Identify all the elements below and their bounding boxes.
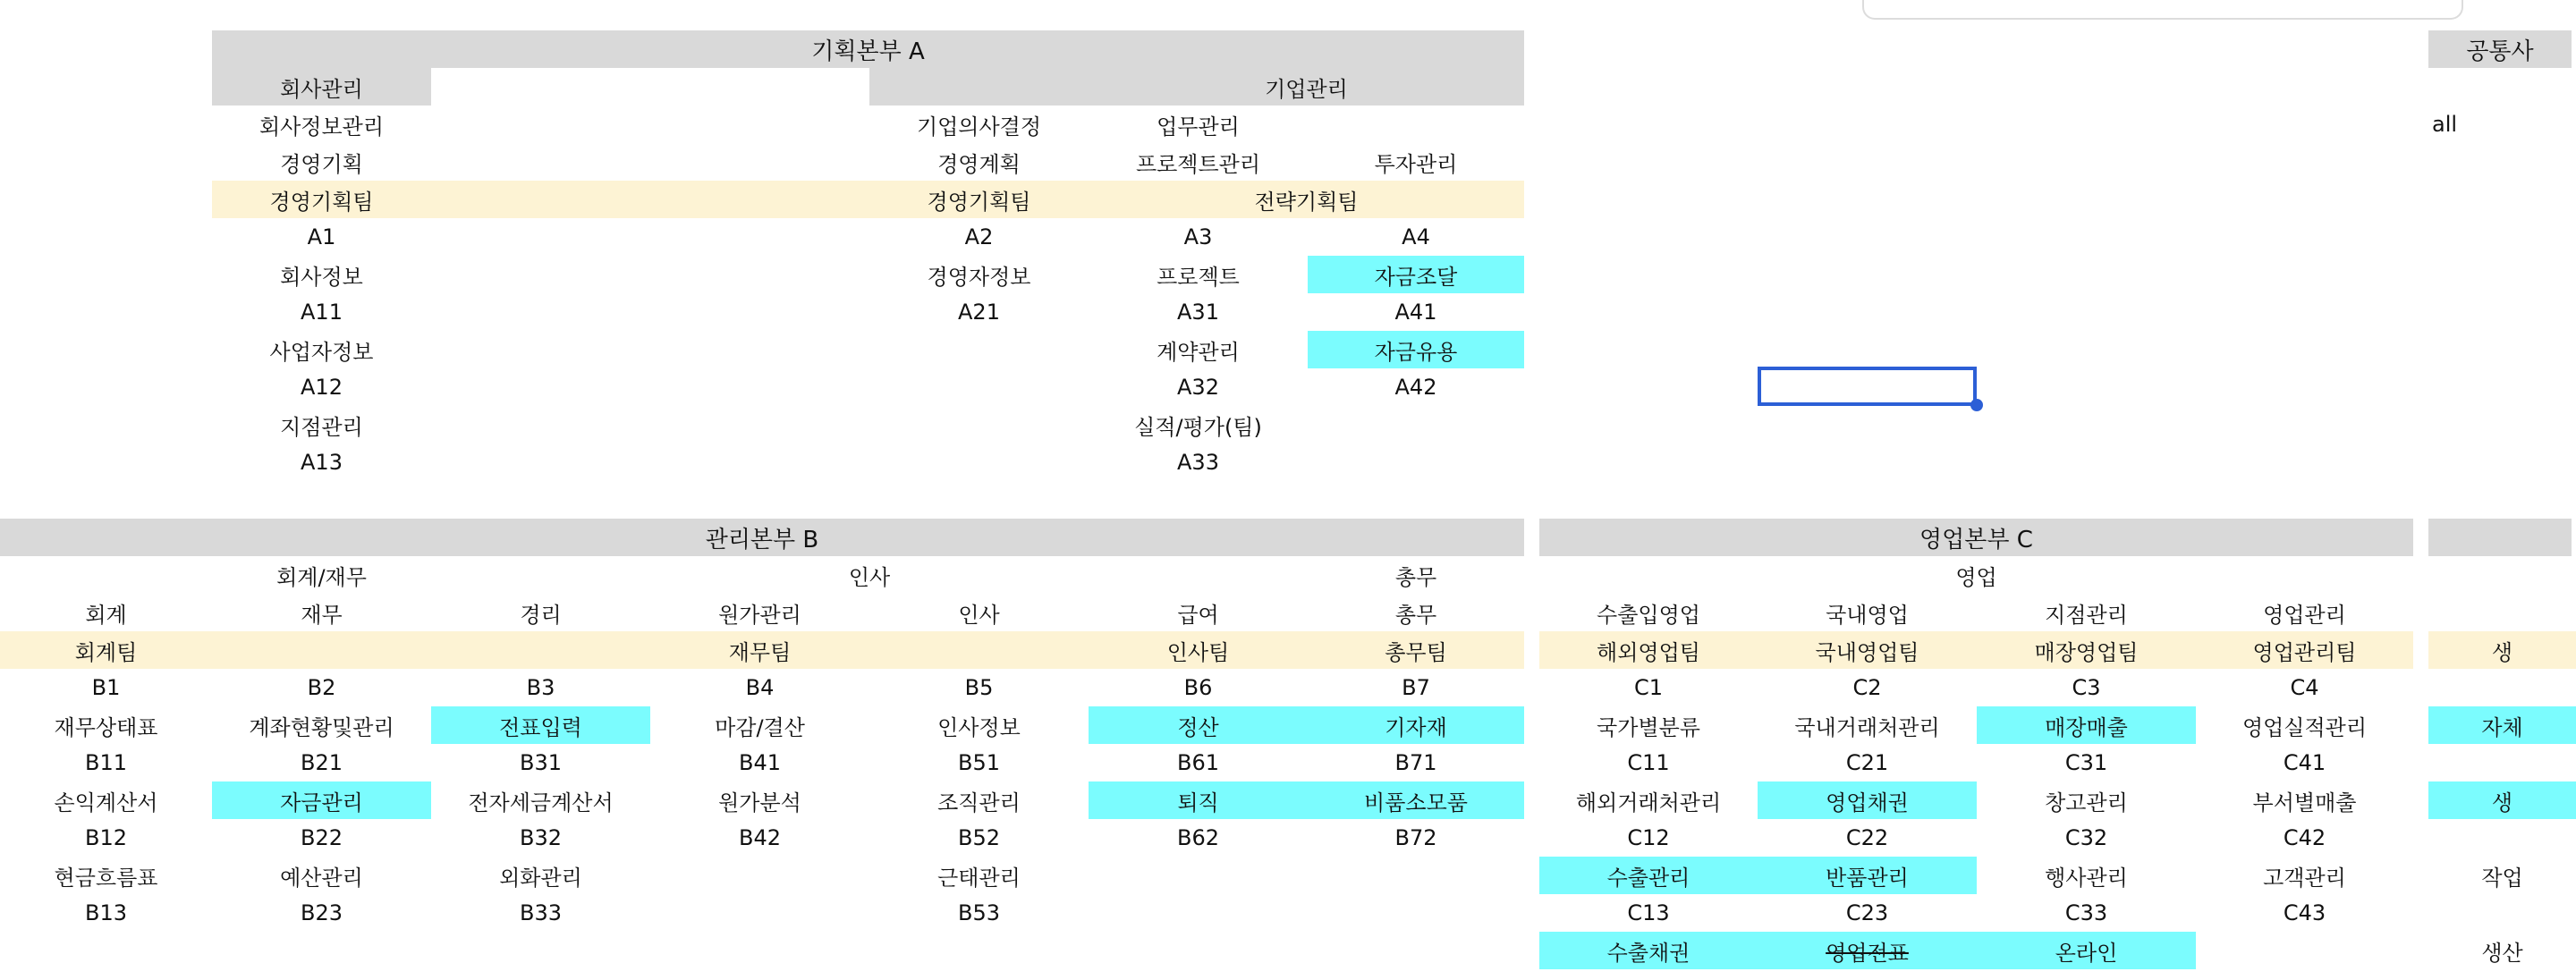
production-edge-cell-r6-c0[interactable]: 생	[2428, 781, 2576, 819]
sales-cell-r9-c0[interactable]: C13	[1627, 900, 1670, 925]
management-cell-r5-c5[interactable]: B61	[1176, 750, 1219, 775]
floating-panel[interactable]	[1862, 0, 2463, 20]
planning-cell-r10-c0[interactable]: A13	[301, 450, 343, 475]
management-cell-r6-c2[interactable]: 전자세금계산서	[468, 790, 614, 815]
planning-cell-r7-c4[interactable]: 계약관리	[1157, 339, 1240, 365]
sales-cell-r7-c3[interactable]: C42	[2283, 825, 2326, 850]
selected-cell[interactable]	[1758, 367, 1977, 406]
management-cell-r0-c4[interactable]: 인사	[848, 564, 891, 590]
planning-cell-r4-c3[interactable]: A2	[964, 224, 994, 249]
management-cell-r6-c4[interactable]: 조직관리	[937, 790, 1021, 815]
planning-cell-r1-c3[interactable]: 기업의사결정	[916, 114, 1042, 139]
sales-cell-r9-c1[interactable]: C23	[1845, 900, 1889, 925]
sales-cell-r10-c0[interactable]: 수출채권	[1539, 932, 1758, 969]
management-cell-r7-c0[interactable]: B12	[84, 825, 127, 850]
sales-cell-r7-c1[interactable]: C22	[1845, 825, 1889, 850]
management-cell-r9-c4[interactable]: B53	[957, 900, 1000, 925]
production-edge-cell-r4-c0[interactable]: 자체	[2428, 706, 2576, 744]
planning-cell-r8-c0[interactable]: A12	[301, 375, 343, 400]
sales-cell-r4-c0[interactable]: 국가별분류	[1597, 714, 1700, 740]
management-cell-r3-c0[interactable]: B1	[91, 675, 121, 700]
sales-cell-r1-c1[interactable]: 국내영업	[1826, 602, 1909, 628]
management-cell-r3-c5[interactable]: B6	[1183, 675, 1213, 700]
sales-cell-r4-c2[interactable]: 매장매출	[1977, 706, 2196, 744]
management-cell-r7-c6[interactable]: B72	[1394, 825, 1437, 850]
management-cell-r4-c0[interactable]: 재무상태표	[54, 714, 158, 740]
management-cell-r8-c1[interactable]: 예산관리	[280, 865, 363, 891]
management-cell-r4-c4[interactable]: 인사정보	[937, 714, 1021, 740]
planning-cell-r3-c3[interactable]: 경영기획팀	[927, 189, 1031, 215]
planning-cell-r8-c5[interactable]: A42	[1394, 375, 1437, 400]
planning-cell-r7-c0[interactable]: 사업자정보	[269, 339, 374, 365]
sales-cell-r6-c3[interactable]: 부서별매출	[2252, 790, 2357, 815]
sales-cell-r2-c0[interactable]: 해외영업팀	[1597, 639, 1700, 665]
management-cell-r2-c5[interactable]: 인사팀	[1166, 639, 1230, 665]
management-cell-r1-c0[interactable]: 회계	[85, 602, 127, 628]
management-cell-r4-c2[interactable]: 전표입력	[431, 706, 650, 744]
common-cell-r0-c0[interactable]: all	[2432, 112, 2458, 137]
management-cell-r8-c4[interactable]: 근태관리	[937, 865, 1021, 891]
planning-cell-r5-c0[interactable]: 회사정보	[280, 264, 363, 290]
management-cell-r9-c1[interactable]: B23	[300, 900, 343, 925]
planning-cell-r6-c0[interactable]: A11	[301, 300, 343, 325]
management-cell-r1-c1[interactable]: 재무	[301, 602, 343, 628]
sales-cell-r8-c0[interactable]: 수출관리	[1539, 857, 1758, 894]
management-cell-r1-c5[interactable]: 급여	[1177, 602, 1219, 628]
sales-cell-r10-c1[interactable]: 영업전표	[1758, 932, 1977, 969]
sales-cell-r7-c2[interactable]: C32	[2064, 825, 2108, 850]
management-cell-r5-c0[interactable]: B11	[84, 750, 127, 775]
sales-cell-r4-c1[interactable]: 국내거래처관리	[1794, 714, 1940, 740]
planning-cell-r4-c4[interactable]: A3	[1183, 224, 1213, 249]
management-cell-r5-c6[interactable]: B71	[1394, 750, 1437, 775]
management-cell-r3-c2[interactable]: B3	[526, 675, 555, 700]
planning-cell-r2-c0[interactable]: 경영기획	[280, 151, 363, 177]
sales-cell-r6-c1[interactable]: 영업채권	[1758, 781, 1977, 819]
planning-cell-r6-c3[interactable]: A21	[958, 300, 1000, 325]
sales-cell-r5-c0[interactable]: C11	[1627, 750, 1670, 775]
sales-cell-r5-c2[interactable]: C31	[2064, 750, 2108, 775]
management-cell-r7-c5[interactable]: B62	[1176, 825, 1219, 850]
management-cell-r2-c6[interactable]: 총무팀	[1385, 639, 1447, 665]
sales-cell-r3-c0[interactable]: C1	[1633, 675, 1664, 700]
management-cell-r0-c1[interactable]: 회계/재무	[276, 564, 367, 590]
sales-cell-r8-c1[interactable]: 반품관리	[1758, 857, 1977, 894]
management-cell-r5-c3[interactable]: B41	[738, 750, 781, 775]
management-cell-r0-c6[interactable]: 총무	[1394, 564, 1437, 590]
sales-cell-r1-c2[interactable]: 지점관리	[2045, 602, 2128, 628]
management-cell-r9-c0[interactable]: B13	[84, 900, 127, 925]
planning-cell-r5-c3[interactable]: 경영자정보	[927, 264, 1031, 290]
sales-cell-r9-c2[interactable]: C33	[2064, 900, 2108, 925]
management-cell-r3-c4[interactable]: B5	[964, 675, 994, 700]
sales-cell-r7-c0[interactable]: C12	[1627, 825, 1670, 850]
fill-handle[interactable]	[1970, 399, 1983, 411]
sales-cell-r3-c1[interactable]: C2	[1852, 675, 1882, 700]
sales-cell-r2-c2[interactable]: 매장영업팀	[2034, 639, 2139, 665]
planning-cell-r6-c5[interactable]: A41	[1394, 300, 1437, 325]
planning-cell-r7-c5[interactable]: 자금유용	[1308, 331, 1524, 368]
management-cell-r6-c5[interactable]: 퇴직	[1089, 781, 1308, 819]
production-edge-cell-r2-c0[interactable]: 생	[2491, 639, 2513, 665]
planning-cell-r1-c4[interactable]: 업무관리	[1157, 114, 1240, 139]
planning-cell-r3-c4[interactable]: 전략기획팀	[1254, 189, 1359, 215]
sales-cell-r10-c2[interactable]: 온라인	[1977, 932, 2196, 969]
management-cell-r5-c4[interactable]: B51	[957, 750, 1000, 775]
management-cell-r2-c2[interactable]: 재무팀	[728, 639, 792, 665]
planning-title[interactable]: 기획본부 A	[212, 30, 1524, 68]
management-cell-r7-c1[interactable]: B22	[300, 825, 343, 850]
management-cell-r2-c0[interactable]: 회계팀	[74, 639, 138, 665]
planning-cell-r10-c4[interactable]: A33	[1177, 450, 1219, 475]
sales-cell-r4-c3[interactable]: 영업실적관리	[2241, 714, 2368, 740]
sales-title[interactable]: 영업본부 C	[1539, 519, 2413, 556]
management-cell-r4-c1[interactable]: 계좌현황및관리	[249, 714, 394, 740]
management-cell-r6-c6[interactable]: 비품소모품	[1308, 781, 1524, 819]
planning-cell-r9-c0[interactable]: 지점관리	[280, 414, 363, 440]
sales-cell-r5-c1[interactable]: C21	[1845, 750, 1889, 775]
planning-cell-r0-c0[interactable]: 회사관리	[280, 76, 363, 102]
common-title[interactable]: 공통사	[2428, 30, 2572, 68]
sales-cell-r1-c3[interactable]: 영업관리	[2263, 602, 2346, 628]
management-cell-r8-c0[interactable]: 현금흐름표	[54, 865, 158, 891]
management-cell-r1-c4[interactable]: 인사	[958, 602, 1000, 628]
management-cell-r6-c1[interactable]: 자금관리	[212, 781, 431, 819]
sales-cell-r2-c1[interactable]: 국내영업팀	[1815, 639, 1919, 665]
management-cell-r5-c1[interactable]: B21	[300, 750, 343, 775]
management-cell-r7-c2[interactable]: B32	[519, 825, 562, 850]
planning-cell-r2-c3[interactable]: 경영계획	[937, 151, 1021, 177]
sales-cell-r2-c3[interactable]: 영업관리팀	[2252, 639, 2357, 665]
production-edge-title[interactable]	[2428, 519, 2572, 556]
sales-cell-r3-c3[interactable]: C4	[2290, 675, 2319, 700]
management-cell-r1-c6[interactable]: 총무	[1394, 602, 1437, 628]
sales-cell-r0-c0[interactable]: 영업	[1955, 564, 1997, 590]
management-cell-r4-c6[interactable]: 기자재	[1308, 706, 1524, 744]
management-cell-r3-c3[interactable]: B4	[745, 675, 775, 700]
sales-cell-r6-c0[interactable]: 해외거래처관리	[1575, 790, 1722, 815]
management-cell-r8-c2[interactable]: 외화관리	[499, 865, 582, 891]
sales-cell-r6-c2[interactable]: 창고관리	[2045, 790, 2128, 815]
planning-cell-r6-c4[interactable]: A31	[1177, 300, 1219, 325]
management-cell-r1-c3[interactable]: 원가관리	[718, 602, 801, 628]
management-cell-r6-c3[interactable]: 원가분석	[718, 790, 801, 815]
sales-cell-r1-c0[interactable]: 수출입영업	[1597, 602, 1700, 628]
sales-cell-r8-c2[interactable]: 행사관리	[2045, 865, 2128, 891]
sales-cell-r5-c3[interactable]: C41	[2283, 750, 2326, 775]
planning-cell-r5-c4[interactable]: 프로젝트	[1157, 264, 1240, 290]
management-cell-r7-c4[interactable]: B52	[957, 825, 1000, 850]
planning-cell-r8-c4[interactable]: A32	[1177, 375, 1219, 400]
sales-cell-r8-c3[interactable]: 고객관리	[2263, 865, 2346, 891]
management-cell-r9-c2[interactable]: B33	[519, 900, 562, 925]
planning-cell-r3-c0[interactable]: 경영기획팀	[269, 189, 374, 215]
production-edge-cell-r10-c0[interactable]: 생산	[2481, 940, 2523, 966]
planning-cell-r9-c4[interactable]: 실적/평가(팀)	[1134, 414, 1262, 440]
planning-cell-r0-c4[interactable]: 기업관리	[1265, 76, 1348, 102]
planning-cell-r4-c5[interactable]: A4	[1402, 224, 1430, 249]
planning-cell-r4-c0[interactable]: A1	[307, 224, 336, 249]
planning-cell-r1-c0[interactable]: 회사정보관리	[258, 114, 385, 139]
planning-cell-r2-c4[interactable]: 프로젝트관리	[1135, 151, 1261, 177]
production-edge-cell-r8-c0[interactable]: 작업	[2481, 865, 2523, 891]
planning-cell-r2-c5[interactable]: 투자관리	[1374, 151, 1458, 177]
management-cell-r3-c1[interactable]: B2	[307, 675, 336, 700]
management-cell-r4-c3[interactable]: 마감/결산	[715, 714, 805, 740]
management-cell-r6-c0[interactable]: 손익계산서	[54, 790, 158, 815]
planning-cell-r5-c5[interactable]: 자금조달	[1308, 256, 1524, 293]
management-cell-r7-c3[interactable]: B42	[738, 825, 781, 850]
sales-cell-r3-c2[interactable]: C3	[2072, 675, 2101, 700]
management-cell-r1-c2[interactable]: 경리	[520, 602, 562, 628]
management-cell-r5-c2[interactable]: B31	[519, 750, 562, 775]
management-cell-r3-c6[interactable]: B7	[1402, 675, 1430, 700]
management-cell-r4-c5[interactable]: 정산	[1089, 706, 1308, 744]
sales-cell-r9-c3[interactable]: C43	[2283, 900, 2326, 925]
management-title[interactable]: 관리본부 B	[0, 519, 1524, 556]
